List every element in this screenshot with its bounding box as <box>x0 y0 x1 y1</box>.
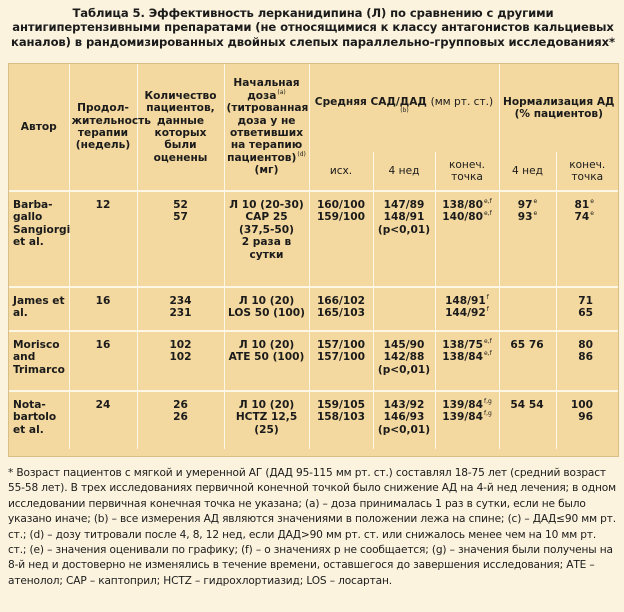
table-title: Таблица 5. Эффективность лерканидипина (Л) по сравнению с другими антигипертензивными препаратами (не относящимися к классу антагонистов кальциевых каналов) в рандомизированных двойных слепых параллельно-групповых исследованиях* <box>11 6 615 49</box>
cell-patients <box>137 287 224 331</box>
cell-dose <box>224 287 309 331</box>
cell-norm-endpoint-value: 74 <box>574 211 590 224</box>
cell-norm-endpoint-value: 65 <box>578 307 593 320</box>
endpoint-note: f <box>486 294 489 301</box>
cell-norm-endpoint <box>556 191 618 287</box>
cell-norm-4w-line <box>502 339 554 351</box>
header-normalization: Нормализация АД (% пациентов) <box>503 95 615 120</box>
cell-norm-4w-value: 54 54 <box>510 399 544 411</box>
cell-baseline <box>309 391 373 449</box>
cell-norm-endpoint-value: 96 <box>578 411 593 424</box>
endpoint-value: 140/80 <box>442 211 483 224</box>
cell-author-text: Nota-bartolo et al. <box>13 399 57 436</box>
cell-endpoint <box>435 331 499 391</box>
cell-4w <box>373 287 435 331</box>
cell-norm-endpoint-value: 100 <box>570 399 593 411</box>
cell-baseline <box>309 287 373 331</box>
cell-dose <box>224 331 309 391</box>
cell-duration <box>69 331 137 391</box>
cell-dose <box>224 391 309 449</box>
cell-norm-endpoint-line <box>559 211 595 223</box>
cell-duration-text: 16 <box>95 339 111 351</box>
cell-dose-text: Л 10 (20) LOS 50 (100) <box>228 295 305 320</box>
table-row <box>9 191 618 287</box>
endpoint-value: 148/91 <box>445 295 486 307</box>
table-row <box>9 391 618 449</box>
endpoint-line <box>438 211 497 223</box>
cell-author-text: Barba-gallo Sangiorgi et al. <box>13 199 71 249</box>
header-4w: 4 нед <box>373 152 435 191</box>
cell-norm-4w <box>499 331 556 391</box>
cell-norm-endpoint-line <box>559 351 595 363</box>
header-baseline: исх. <box>309 152 373 191</box>
cell-dose-text: Л 10 (20-30) САР 25 (37,5-50) 2 раза в сутки <box>229 199 304 261</box>
cell-norm-4w-value: 93 <box>517 211 533 224</box>
cell-patients-text: 102 102 <box>169 339 192 364</box>
cell-norm-4w <box>499 191 556 287</box>
endpoint-value: 139/84 <box>442 411 483 424</box>
header-dose-label: Начальная доза <box>233 77 300 102</box>
cell-norm-4w-line <box>502 411 554 423</box>
cell-endpoint <box>435 391 499 449</box>
cell-4w-text: 143/92 146/93 (p<0,01) <box>377 399 431 436</box>
table-row <box>9 331 618 391</box>
cell-duration <box>69 287 137 331</box>
header-bp-label: Средняя САД/ДАД <box>314 95 427 108</box>
cell-norm-endpoint <box>556 287 618 331</box>
cell-endpoint <box>435 191 499 287</box>
endpoint-line <box>438 411 497 423</box>
cell-baseline <box>309 191 373 287</box>
cell-norm-endpoint <box>556 331 618 391</box>
cell-4w <box>373 331 435 391</box>
comparison-table <box>8 63 619 457</box>
cell-dose-text: Л 10 (20) HCTZ 12,5 (25) <box>235 399 298 436</box>
cell-baseline <box>309 331 373 391</box>
cell-norm-4w-value: 97 <box>517 199 533 211</box>
cell-dose-text: Л 10 (20) ATE 50 (100) <box>228 339 305 364</box>
header-dose-rest: (титрованная доза у не ответивших на терапию пациентов) <box>226 102 309 164</box>
header-norm-4w: 4 нед <box>499 152 556 191</box>
cell-4w <box>373 391 435 449</box>
cell-patients-text: 234 231 <box>169 295 192 320</box>
cell-norm-endpoint-line <box>559 339 595 351</box>
cell-norm-4w-line <box>502 399 554 411</box>
cell-4w-text: 145/90 142/88 (p<0,01) <box>377 339 431 376</box>
cell-norm-4w-line <box>502 351 554 363</box>
header-bp-sup: (b) <box>400 107 409 114</box>
header-patients: Количество пациентов, данные которых были оценены <box>137 64 224 191</box>
cell-endpoint <box>435 287 499 331</box>
cell-patients <box>137 391 224 449</box>
cell-author <box>9 191 69 287</box>
cell-norm-endpoint <box>556 391 618 449</box>
endpoint-note: f,g <box>483 410 492 418</box>
cell-norm-4w-line <box>502 307 554 319</box>
cell-norm-4w-note: e <box>533 198 538 205</box>
header-dose-sup-d: (d) <box>297 150 306 158</box>
cell-norm-4w <box>499 287 556 331</box>
cell-4w-text: 147/89 148/91 (p<0,01) <box>377 199 431 236</box>
cell-norm-4w <box>499 391 556 449</box>
endpoint-note: f <box>486 306 489 314</box>
cell-norm-endpoint-note: e <box>590 198 594 205</box>
cell-patients-text: 52 57 <box>173 199 188 224</box>
table-body <box>9 191 618 449</box>
cell-baseline-text: 157/100 157/100 <box>316 339 366 364</box>
cell-norm-4w-value: 65 76 <box>510 339 544 351</box>
header-author: Автор <box>9 64 69 191</box>
cell-baseline-text: 159/105 158/103 <box>316 399 366 424</box>
header-norm-endpoint: конеч. точка <box>569 158 606 183</box>
header-bp-unit: (мм рт. ст.) <box>430 95 494 108</box>
endpoint-note: e,f <box>484 210 492 218</box>
cell-norm-4w-note: e <box>533 210 538 218</box>
endpoint-note: f,g <box>483 398 492 405</box>
cell-baseline-text: 160/100 159/100 <box>316 199 366 224</box>
cell-dose <box>224 191 309 287</box>
cell-patients-text: 26 26 <box>173 399 188 424</box>
endpoint-line <box>438 307 497 319</box>
table-row <box>9 287 618 331</box>
cell-author-text: James et al. <box>13 295 65 320</box>
endpoint-line <box>438 351 497 363</box>
endpoint-value: 139/84 <box>442 399 483 411</box>
endpoint-value: 138/80 <box>442 199 483 211</box>
cell-duration-text: 12 <box>95 199 111 211</box>
cell-norm-endpoint-value: 86 <box>578 351 593 364</box>
cell-duration <box>69 391 137 449</box>
cell-patients <box>137 331 224 391</box>
cell-patients <box>137 191 224 287</box>
cell-norm-endpoint-note: e <box>590 210 594 218</box>
cell-norm-endpoint-value: 80 <box>578 339 593 351</box>
cell-norm-endpoint-line <box>559 399 595 411</box>
cell-author <box>9 331 69 391</box>
cell-norm-endpoint-line <box>559 295 595 307</box>
header-endpoint: конеч. точка <box>435 152 499 191</box>
cell-norm-4w-line <box>502 199 554 211</box>
endpoint-value: 138/75 <box>442 339 483 351</box>
header-bp <box>309 64 499 152</box>
header-duration: Продол-жительность терапии (недель) <box>69 64 137 191</box>
footnote-text: * Возраст пациентов с мягкой и умеренной АГ (ДАД 95-115 мм рт. ст.) составлял 18-75 лет (средний возраст 55-58 лет). В трех исследованиях первичной конечной точкой было снижение АД на 4-й нед лечения; в одном исследовании первичная конечная точка не указана; (а) – доза принималась 1 раз в сутки, если не было указано иначе; (b) – все измерения АД являются значениями в положении лежа на спине; (с) – ДАД≤90 мм рт. ст.; (d) – дозу титровали после 4, 8, 12 нед, если ДАД>90 мм рт. ст. или снижалось менее чем на 10 мм рт. ст.; (е) – значения оценивали по графику; (f) – о значениях р не сообщается; (g) – значения были получены на 8-й нед и достоверно не изменялись в течение времени, оставшегося до завершения исследования; АТЕ – атенолол; САР – каптоприл; HCTZ – гидрохлортиазид; LOS – лосартан. <box>8 467 616 587</box>
cell-baseline-text: 166/102 165/103 <box>316 295 366 320</box>
endpoint-note: e,f <box>484 338 492 345</box>
endpoint-value: 144/92 <box>445 307 486 320</box>
cell-4w <box>373 191 435 287</box>
cell-norm-endpoint-value: 81 <box>574 199 590 211</box>
cell-author <box>9 391 69 449</box>
header-dose-sup-a: (а) <box>277 88 286 96</box>
cell-norm-endpoint-line <box>559 199 595 211</box>
cell-norm-endpoint-value: 71 <box>578 295 593 307</box>
footnote <box>8 466 617 589</box>
endpoint-note: e,f <box>484 198 492 205</box>
endpoint-value: 138/84 <box>442 351 483 364</box>
cell-duration <box>69 191 137 287</box>
header-dose-unit: (мг) <box>254 164 279 177</box>
header-dose <box>224 64 309 191</box>
cell-norm-4w-line <box>502 211 554 223</box>
endpoint-note: e,f <box>484 350 492 358</box>
cell-author-text: Morisco and Trimarco <box>13 339 65 376</box>
cell-norm-endpoint-line <box>559 411 595 423</box>
cell-norm-endpoint-line <box>559 307 595 319</box>
cell-duration-text: 24 <box>95 399 111 411</box>
cell-norm-4w-line <box>502 295 554 307</box>
cell-author <box>9 287 69 331</box>
cell-duration-text: 16 <box>95 295 111 307</box>
